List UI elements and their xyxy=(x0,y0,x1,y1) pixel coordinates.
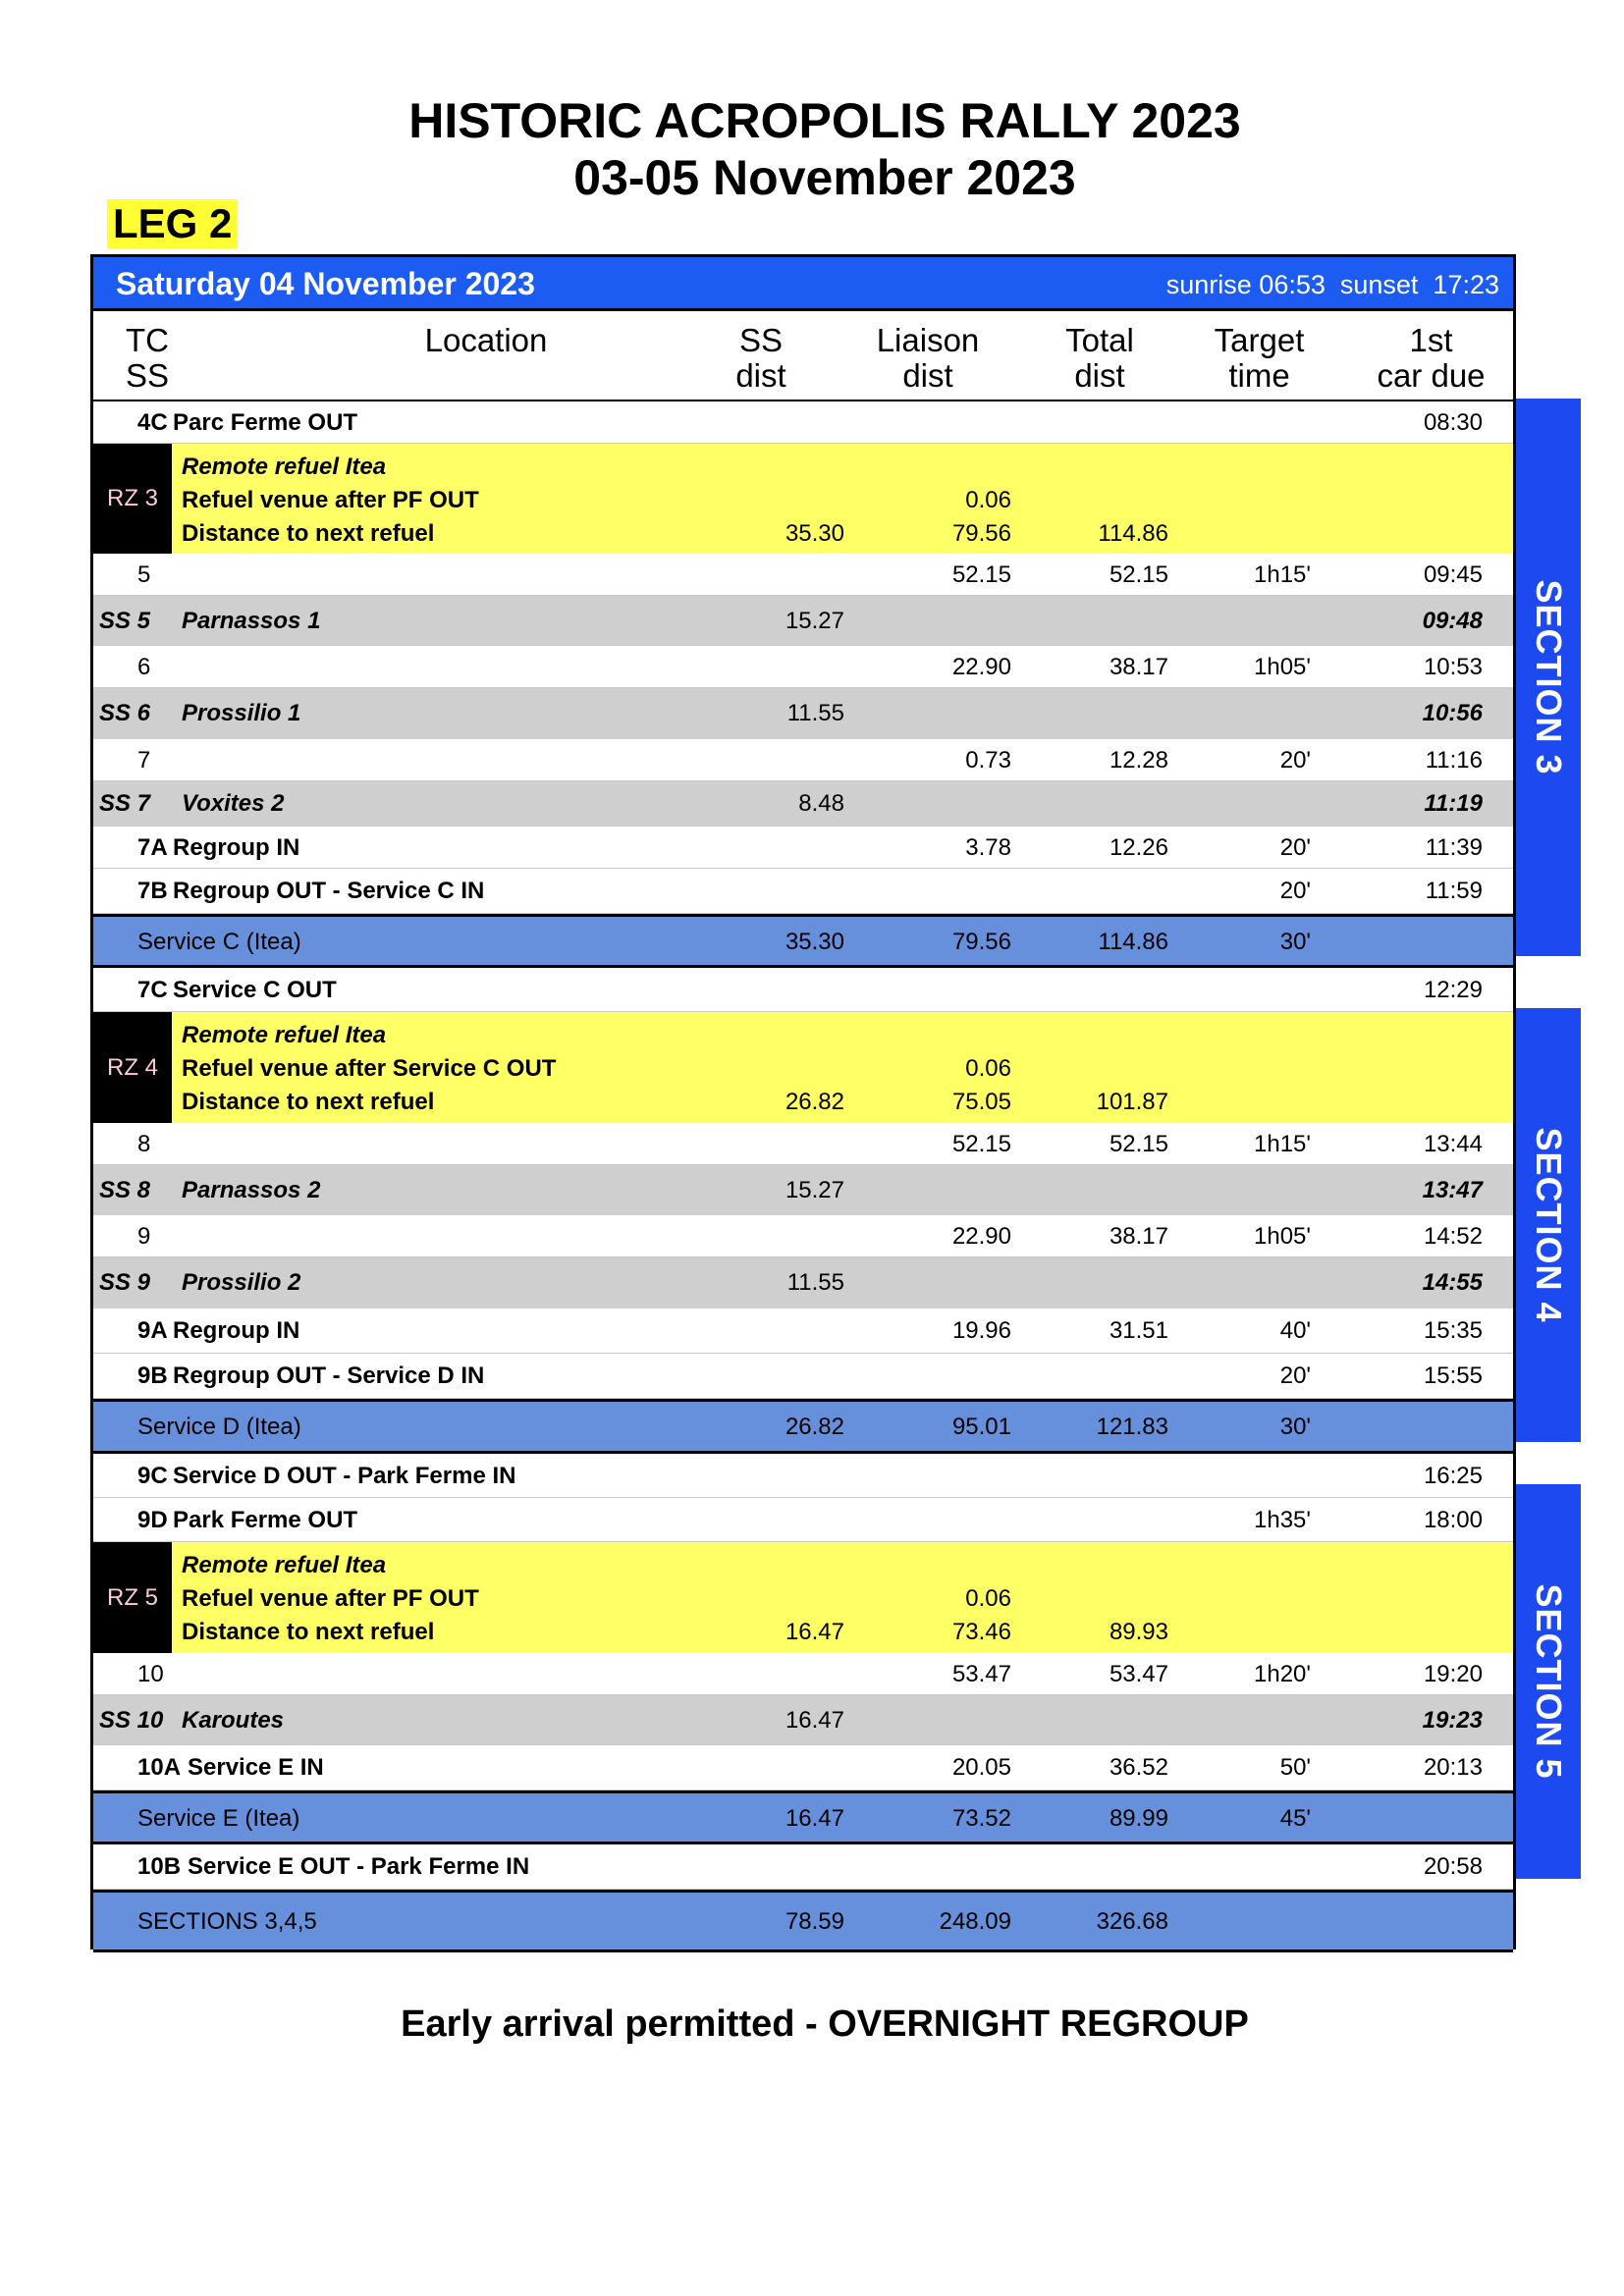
header-tc: TC SS xyxy=(125,322,170,394)
liaison-dist: 22.90 xyxy=(951,654,1011,680)
service-row xyxy=(93,1890,1513,1952)
stage-name: Parnassos 2 xyxy=(182,1177,321,1203)
target-time: 45' xyxy=(1279,1805,1311,1832)
stage-row xyxy=(93,781,1513,827)
table-row xyxy=(93,1745,1513,1790)
total-dist: 52.15 xyxy=(1109,1131,1168,1157)
stage-number: SS 7 xyxy=(99,790,151,817)
location: Regroup OUT - Service C IN xyxy=(173,878,485,904)
liaison-dist: 3.78 xyxy=(965,834,1011,861)
target-time: 1h20' xyxy=(1254,1661,1311,1687)
table-row xyxy=(93,646,1513,688)
ss-dist: 35.30 xyxy=(785,929,844,955)
stage-name: Prossilio 2 xyxy=(182,1269,301,1296)
liaison-dist: 75.05 xyxy=(951,1089,1011,1115)
refuel-description: Refuel venue after Service C OUT xyxy=(182,1055,557,1082)
total-dist: 326.68 xyxy=(1096,1908,1168,1935)
section-label: SECTION 5 xyxy=(1529,1583,1569,1780)
liaison-dist: 73.46 xyxy=(951,1619,1011,1645)
liaison-dist: 0.06 xyxy=(965,1055,1011,1082)
service-row xyxy=(93,914,1513,968)
first-car-due: 09:48 xyxy=(1422,608,1483,634)
total-dist: 12.26 xyxy=(1109,834,1168,861)
sun-times: sunrise 06:53 sunset 17:23 xyxy=(1165,270,1499,299)
location: SECTIONS 3,4,5 xyxy=(137,1908,317,1935)
first-car-due: 10:53 xyxy=(1423,654,1483,680)
time-control: 10B xyxy=(137,1853,182,1880)
location: Regroup IN xyxy=(173,1317,300,1344)
target-time: 20' xyxy=(1279,878,1311,904)
liaison-dist: 0.06 xyxy=(965,1585,1011,1612)
service-row xyxy=(93,1399,1513,1454)
ss-dist: 11.55 xyxy=(786,700,844,726)
day-bar xyxy=(93,257,1513,311)
target-time: 1h35' xyxy=(1254,1507,1311,1533)
first-car-due: 09:45 xyxy=(1423,561,1483,588)
table-row xyxy=(93,968,1513,1012)
target-time: 1h05' xyxy=(1254,654,1311,680)
target-time: 30' xyxy=(1279,929,1311,955)
time-control: 10A xyxy=(137,1754,182,1781)
refuel-distance-label: Distance to next refuel xyxy=(182,1089,435,1115)
footer-note: Early arrival permitted - OVERNIGHT REGROUP xyxy=(401,2003,1249,2045)
table-row xyxy=(93,1454,1513,1498)
liaison-dist: 0.06 xyxy=(965,487,1011,513)
location: Service D OUT - Park Ferme IN xyxy=(173,1463,516,1489)
refuel-zone-row xyxy=(93,444,1513,554)
time-control: 8 xyxy=(137,1131,151,1157)
liaison-dist: 22.90 xyxy=(951,1223,1011,1250)
first-car-due: 11:19 xyxy=(1424,790,1483,817)
stage-row xyxy=(93,1165,1513,1215)
refuel-zone-label: RZ 4 xyxy=(93,1012,172,1123)
ss-dist: 35.30 xyxy=(785,520,844,547)
stage-number: SS 6 xyxy=(99,700,151,726)
location: Service E (Itea) xyxy=(137,1805,300,1832)
ss-dist: 15.27 xyxy=(785,1177,844,1203)
stage-number: SS 8 xyxy=(99,1177,151,1203)
ss-dist: 11.55 xyxy=(786,1269,844,1296)
time-control: 6 xyxy=(137,654,151,680)
refuel-venue: Remote refuel Itea xyxy=(182,1022,387,1048)
table-row xyxy=(93,739,1513,781)
time-control: 4C xyxy=(137,409,168,436)
liaison-dist: 79.56 xyxy=(951,520,1011,547)
total-dist: 38.17 xyxy=(1109,654,1168,680)
refuel-description: Refuel venue after PF OUT xyxy=(182,1585,479,1612)
liaison-dist: 95.01 xyxy=(951,1414,1011,1440)
refuel-venue: Remote refuel Itea xyxy=(182,454,387,480)
refuel-zone-label: RZ 5 xyxy=(93,1542,172,1653)
refuel-zone-label: RZ 3 xyxy=(93,444,172,554)
total-dist: 89.93 xyxy=(1109,1619,1168,1645)
header-total-dist: Total dist xyxy=(1065,322,1134,394)
day-title: Saturday 04 November 2023 xyxy=(116,266,535,301)
liaison-dist: 0.73 xyxy=(965,747,1011,774)
first-car-due: 16:25 xyxy=(1423,1463,1483,1489)
leg-badge: LEG 2 xyxy=(107,199,238,248)
table-row xyxy=(93,1215,1513,1257)
time-control: 5 xyxy=(137,561,151,588)
total-dist: 114.86 xyxy=(1098,929,1168,955)
total-dist: 114.86 xyxy=(1098,520,1168,547)
header-first-car-due: 1st car due xyxy=(1377,322,1486,394)
section-marker xyxy=(1516,1484,1581,1879)
first-car-due: 15:55 xyxy=(1423,1362,1483,1389)
stage-name: Voxites 2 xyxy=(182,790,285,817)
location: Parc Ferme OUT xyxy=(173,409,358,436)
service-row xyxy=(93,1790,1513,1844)
table-row xyxy=(93,827,1513,869)
total-dist: 38.17 xyxy=(1109,1223,1168,1250)
table-row xyxy=(93,1123,1513,1165)
total-dist: 31.51 xyxy=(1109,1317,1168,1344)
ss-dist: 8.48 xyxy=(798,790,844,817)
table-row xyxy=(93,1844,1513,1890)
page-title: HISTORIC ACROPOLIS RALLY 2023 xyxy=(408,93,1241,148)
header-ss-dist: SS dist xyxy=(735,322,786,394)
liaison-dist: 52.15 xyxy=(951,1131,1011,1157)
section-marker xyxy=(1516,1008,1581,1442)
first-car-due: 20:13 xyxy=(1423,1754,1483,1781)
time-control: 9 xyxy=(137,1223,151,1250)
location: Regroup IN xyxy=(173,834,300,861)
time-control: 9B xyxy=(137,1362,168,1389)
first-car-due: 19:20 xyxy=(1423,1661,1483,1687)
target-time: 1h15' xyxy=(1254,1131,1311,1157)
first-car-due: 11:59 xyxy=(1425,878,1483,904)
target-time: 20' xyxy=(1279,834,1311,861)
table-row xyxy=(93,1308,1513,1354)
target-time: 1h05' xyxy=(1254,1223,1311,1250)
total-dist: 12.28 xyxy=(1109,747,1168,774)
total-dist: 52.15 xyxy=(1109,561,1168,588)
total-dist: 53.47 xyxy=(1109,1661,1168,1687)
section-label: SECTION 3 xyxy=(1529,579,1569,775)
location: Service D (Itea) xyxy=(137,1414,301,1440)
header-target-time: Target time xyxy=(1214,322,1305,394)
target-time: 20' xyxy=(1279,1362,1311,1389)
stage-row xyxy=(93,688,1513,739)
first-car-due: 19:23 xyxy=(1422,1707,1483,1734)
time-control: 9C xyxy=(137,1463,168,1489)
target-time: 50' xyxy=(1279,1754,1311,1781)
stage-row xyxy=(93,596,1513,646)
location: Park Ferme OUT xyxy=(173,1507,358,1533)
liaison-dist: 248.09 xyxy=(939,1908,1011,1935)
time-control: 7C xyxy=(137,977,168,1003)
time-control: 9D xyxy=(137,1507,168,1533)
table-row xyxy=(93,1653,1513,1695)
stage-number: SS 9 xyxy=(99,1269,151,1296)
stage-name: Prossilio 1 xyxy=(182,700,301,726)
table-row xyxy=(93,869,1513,914)
event-dates: 03-05 November 2023 xyxy=(573,150,1076,205)
stage-name: Parnassos 1 xyxy=(182,608,321,634)
table-row xyxy=(93,554,1513,596)
stage-number: SS 10 xyxy=(99,1707,164,1734)
first-car-due: 13:47 xyxy=(1422,1177,1483,1203)
first-car-due: 12:29 xyxy=(1423,977,1483,1003)
table-row xyxy=(93,1498,1513,1542)
table-row xyxy=(93,401,1513,444)
location: Service C (Itea) xyxy=(137,929,301,955)
total-dist: 101.87 xyxy=(1096,1089,1168,1115)
section-label: SECTION 4 xyxy=(1529,1127,1569,1323)
table-row xyxy=(93,1354,1513,1399)
total-dist: 121.83 xyxy=(1096,1414,1168,1440)
refuel-distance-label: Distance to next refuel xyxy=(182,1619,435,1645)
first-car-due: 10:56 xyxy=(1422,700,1483,726)
stage-number: SS 5 xyxy=(99,608,151,634)
time-control: 9A xyxy=(137,1317,168,1344)
refuel-venue: Remote refuel Itea xyxy=(182,1552,387,1578)
target-time: 20' xyxy=(1279,747,1311,774)
table-header xyxy=(93,311,1513,401)
first-car-due: 15:35 xyxy=(1423,1317,1483,1344)
target-time: 1h15' xyxy=(1254,561,1311,588)
liaison-dist: 73.52 xyxy=(951,1805,1011,1832)
header-location: Location xyxy=(424,322,548,358)
time-control: 7 xyxy=(137,747,151,774)
total-dist: 89.99 xyxy=(1109,1805,1168,1832)
first-car-due: 18:00 xyxy=(1423,1507,1483,1533)
refuel-zone-row xyxy=(93,1012,1513,1123)
time-control: 7B xyxy=(137,878,168,904)
first-car-due: 14:52 xyxy=(1423,1223,1483,1250)
location: Service E IN xyxy=(188,1754,324,1781)
ss-dist: 26.82 xyxy=(785,1414,844,1440)
time-control: 7A xyxy=(137,834,168,861)
liaison-dist: 52.15 xyxy=(951,561,1011,588)
stage-name: Karoutes xyxy=(182,1707,285,1734)
first-car-due: 13:44 xyxy=(1423,1131,1483,1157)
ss-dist: 16.47 xyxy=(785,1805,844,1832)
first-car-due: 08:30 xyxy=(1423,409,1483,436)
refuel-distance-label: Distance to next refuel xyxy=(182,520,435,547)
total-dist: 36.52 xyxy=(1109,1754,1168,1781)
liaison-dist: 19.96 xyxy=(951,1317,1011,1344)
section-marker xyxy=(1516,399,1581,956)
liaison-dist: 20.05 xyxy=(951,1754,1011,1781)
first-car-due: 14:55 xyxy=(1422,1269,1483,1296)
header-liaison-dist: Liaison dist xyxy=(876,322,980,394)
location: Service E OUT - Park Ferme IN xyxy=(188,1853,530,1880)
ss-dist: 16.47 xyxy=(785,1707,844,1734)
liaison-dist: 53.47 xyxy=(951,1661,1011,1687)
first-car-due: 11:39 xyxy=(1425,834,1483,861)
liaison-dist: 79.56 xyxy=(951,929,1011,955)
stage-row xyxy=(93,1695,1513,1745)
target-time: 30' xyxy=(1279,1414,1311,1440)
location: Service C OUT xyxy=(173,977,337,1003)
location: Regroup OUT - Service D IN xyxy=(173,1362,485,1389)
ss-dist: 15.27 xyxy=(785,608,844,634)
stage-row xyxy=(93,1257,1513,1308)
first-car-due: 11:16 xyxy=(1425,747,1483,774)
refuel-description: Refuel venue after PF OUT xyxy=(182,487,479,513)
refuel-zone-row xyxy=(93,1542,1513,1653)
timetable xyxy=(90,254,1516,1949)
ss-dist: 16.47 xyxy=(785,1619,844,1645)
ss-dist: 78.59 xyxy=(785,1908,844,1935)
target-time: 40' xyxy=(1279,1317,1311,1344)
ss-dist: 26.82 xyxy=(785,1089,844,1115)
time-control: 10 xyxy=(137,1661,164,1687)
first-car-due: 20:58 xyxy=(1423,1853,1483,1880)
